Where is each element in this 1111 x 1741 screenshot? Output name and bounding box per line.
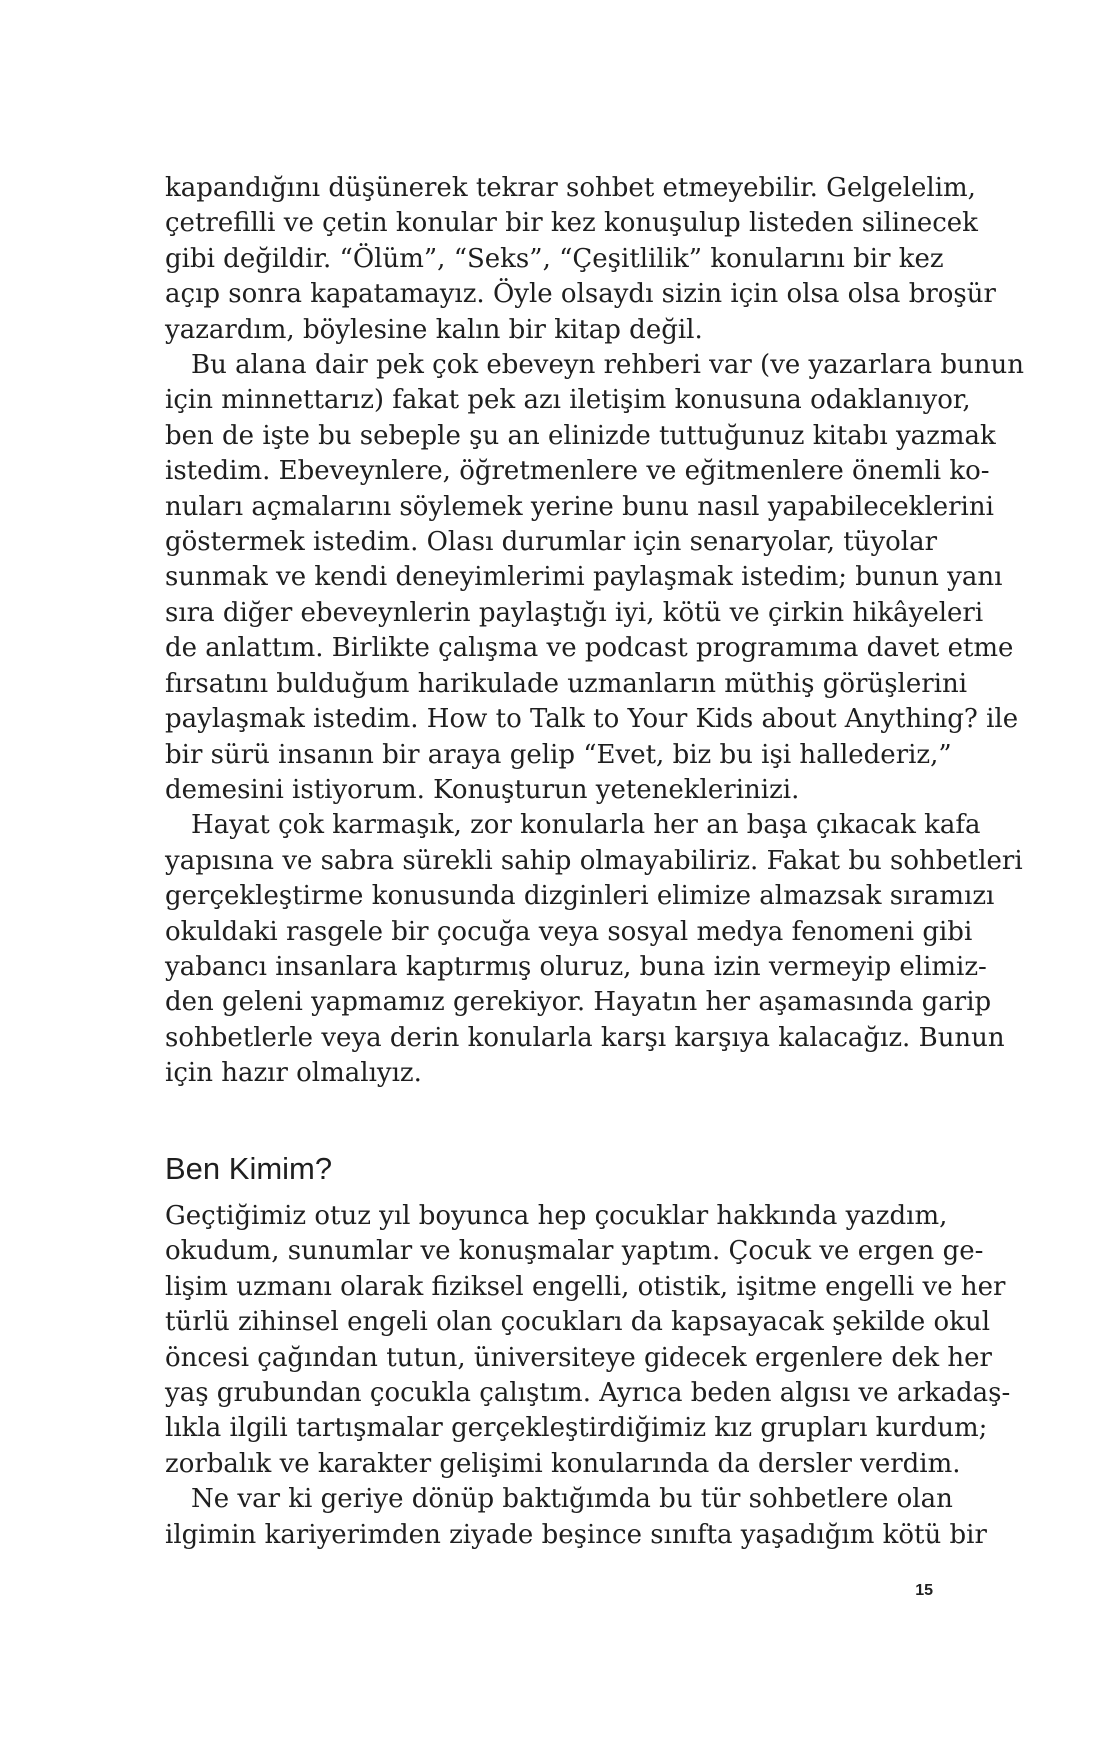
text-line: çetrefilli ve çetin konular bir kez konuşulup listeden silinecek bbox=[165, 208, 978, 239]
text-line: lişim uzmanı olarak fiziksel engelli, otistik, işitme engelli ve her bbox=[165, 1271, 1006, 1302]
page-number: 15 bbox=[915, 1582, 933, 1599]
text-line: türlü zihinsel engeli olan çocukları da kapsayacak şekilde okul bbox=[165, 1307, 991, 1338]
text-line: okudum, sunumlar ve konuşmalar yaptım. Çocuk ve ergen ge- bbox=[165, 1236, 984, 1267]
text-line: Bu alana dair pek çok ebeveyn rehberi var (ve yazarlara bunun bbox=[191, 350, 1024, 381]
paragraph-continuation bbox=[165, 171, 996, 348]
text-line: nuları açmalarını söylemek yerine bunu nasıl yapabileceklerini bbox=[165, 491, 994, 522]
text-line: sunmak ve kendi deneyimlerimi paylaşmak istedim; bunun yanı bbox=[165, 562, 1003, 593]
text-line: Geçtiğimiz otuz yıl boyunca hep çocuklar hakkında yazdım, bbox=[165, 1201, 948, 1231]
section-heading: Ben Kimim? bbox=[165, 1151, 333, 1186]
text-line: gibi değildir. “Ölüm”, “Seks”, “Çeşitlilik” konularını bir kez bbox=[165, 243, 944, 274]
text-line: istedim. Ebeveynlere, öğretmenlere ve eğitmenlere önemli ko- bbox=[165, 456, 990, 487]
text-line: ilgimin kariyerimden ziyade beşince sınıfta yaşadığım kötü bir bbox=[165, 1519, 987, 1550]
body-text-top bbox=[165, 171, 1024, 1092]
text-line: zorbalık ve karakter gelişimi konularında da dersler verdim. bbox=[165, 1448, 961, 1479]
text-line: Ne var ki geriye dönüp baktığımda bu tür sohbetlere olan bbox=[191, 1484, 953, 1515]
text-line: fırsatını bulduğum harikulade uzmanların müthiş görüşlerini bbox=[165, 668, 968, 699]
text-line: gerçekleştirme konusunda dizginleri elimize almazsak sıramızı bbox=[165, 881, 995, 912]
text-line: yazardım, böylesine kalın bir kitap değil. bbox=[165, 314, 703, 345]
paragraph-career bbox=[165, 1199, 1011, 1482]
text-line: ben de işte bu sebeple şu an elinizde tuttuğunuz kitabı yazmak bbox=[165, 420, 996, 451]
text-line: için hazır olmalıyız. bbox=[165, 1058, 422, 1089]
body-text-bottom bbox=[165, 1199, 1011, 1553]
text-line: paylaşmak istedim. How to Talk to Your Kids about Anything? ile bbox=[165, 704, 1019, 735]
text-line: için minnettarız) fakat pek azı iletişim konusuna odaklanıyor, bbox=[165, 385, 971, 416]
text-line: sıra diğer ebeveynlerin paylaştığı iyi, kötü ve çirkin hikâyeleri bbox=[165, 597, 984, 628]
text-line: göstermek istedim. Olası durumlar için senaryolar, tüyolar bbox=[165, 527, 938, 558]
text-line: den geleni yapmamız gerekiyor. Hayatın her aşamasında garip bbox=[165, 987, 992, 1018]
text-line: demesini istiyorum. Konuşturun yeteneklerinizi. bbox=[165, 774, 800, 805]
text-line: sohbetlerle veya derin konularla karşı karşıya kalacağız. Bunun bbox=[165, 1022, 1005, 1053]
paragraph-looking-back bbox=[165, 1482, 987, 1553]
text-line: de anlattım. Birlikte çalışma ve podcast programıma davet etme bbox=[165, 633, 1014, 664]
text-line: okuldaki rasgele bir çocuğa veya sosyal medya fenomeni gibi bbox=[165, 916, 973, 947]
paragraph-life bbox=[165, 808, 1023, 1091]
paragraph-guides bbox=[165, 348, 1024, 808]
text-line: açıp sonra kapatamayız. Öyle olsaydı sizin için olsa olsa broşür bbox=[165, 279, 996, 310]
text-line: öncesi çağından tutun, üniversiteye gidecek ergenlere dek her bbox=[165, 1342, 992, 1373]
text-line: bir sürü insanın bir araya gelip “Evet, biz bu işi hallederiz,” bbox=[165, 739, 952, 770]
text-line: yabancı insanlara kaptırmış oluruz, buna izin vermeyip elimiz- bbox=[165, 951, 987, 982]
text-line: Hayat çok karmaşık, zor konularla her an başa çıkacak kafa bbox=[191, 810, 981, 841]
text-line: kapandığını düşünerek tekrar sohbet etmeyebilir. Gelgelelim, bbox=[165, 173, 976, 203]
text-line: yaş grubundan çocukla çalıştım. Ayrıca beden algısı ve arkadaş- bbox=[165, 1378, 1011, 1409]
text-line: yapısına ve sabra sürekli sahip olmayabiliriz. Fakat bu sohbetleri bbox=[165, 845, 1023, 876]
text-line: lıkla ilgili tartışmalar gerçekleştirdiğimiz kız grupları kurdum; bbox=[165, 1413, 988, 1444]
